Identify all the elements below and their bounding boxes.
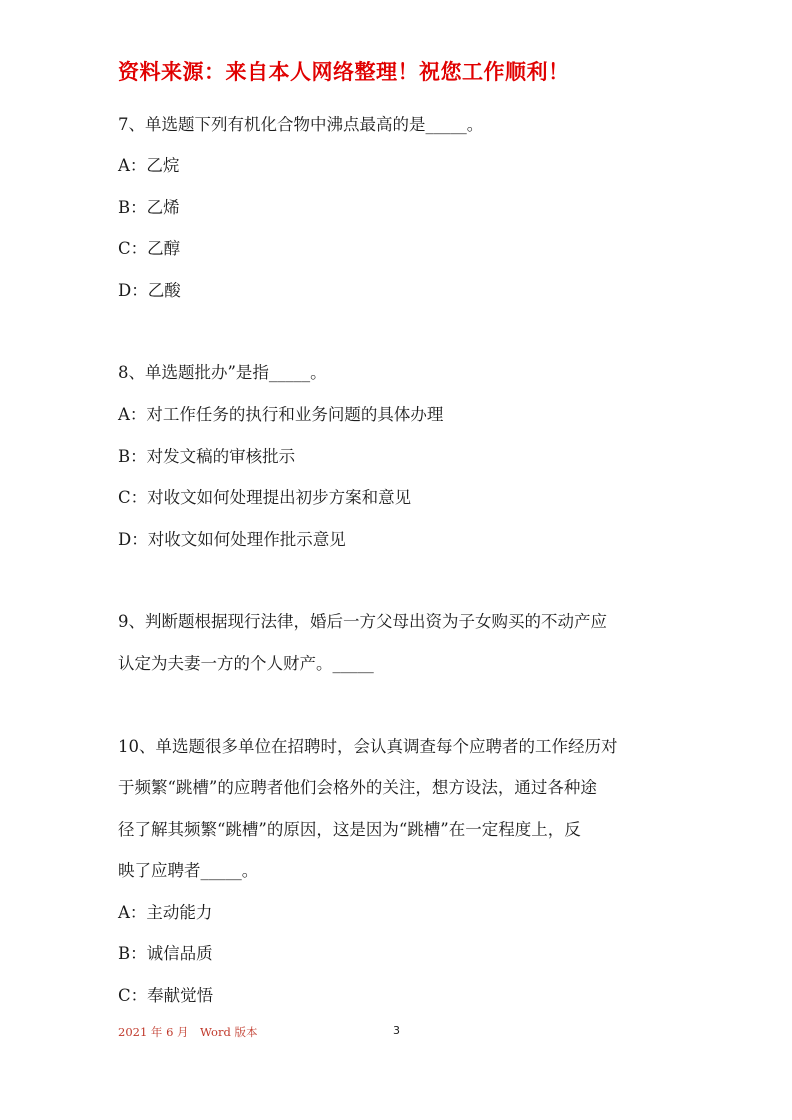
question-8-option-b: B：对发文稿的审核批示 bbox=[118, 447, 296, 466]
footer-version: Word 版本 bbox=[200, 1025, 258, 1039]
footer-date: 2021 年 6 月 bbox=[118, 1025, 189, 1039]
question-8-option-c: C：对收文如何处理提出初步方案和意见 bbox=[118, 488, 412, 507]
question-10-option-a: A：主动能力 bbox=[118, 903, 213, 922]
question-8-stem: 8、单选题批办”是指_____。 bbox=[118, 363, 327, 382]
question-7-option-a: A：乙烷 bbox=[118, 156, 180, 175]
question-7-option-c: C：乙醇 bbox=[118, 239, 181, 258]
question-8-option-a: A：对工作任务的执行和业务问题的具体办理 bbox=[118, 405, 444, 424]
question-8-option-d: D：对收文如何处理作批示意见 bbox=[118, 530, 346, 549]
question-10-option-b: B：诚信品质 bbox=[118, 944, 213, 963]
source-header: 资料来源：来自本人网络整理！祝您工作顺利！ bbox=[118, 60, 570, 84]
question-10-line-2: 于频繁“跳槽”的应聘者他们会格外的关注，想方设法，通过各种途 bbox=[118, 778, 597, 797]
question-7-stem: 7、单选题下列有机化合物中沸点最高的是_____。 bbox=[118, 115, 484, 134]
question-10-line-1: 10、单选题很多单位在招聘时，会认真调查每个应聘者的工作经历对 bbox=[118, 737, 618, 756]
question-9-line-1: 9、判断题根据现行法律，婚后一方父母出资为子女购买的不动产应 bbox=[118, 612, 607, 631]
question-7-option-d: D：乙酸 bbox=[118, 281, 181, 300]
page-number: 3 bbox=[393, 1024, 400, 1037]
question-9-line-2: 认定为夫妻一方的个人财产。_____ bbox=[118, 654, 374, 673]
question-10-option-c: C：奉献觉悟 bbox=[118, 986, 214, 1005]
question-10-line-4: 映了应聘者_____。 bbox=[118, 861, 259, 880]
question-7-option-b: B：乙烯 bbox=[118, 198, 180, 217]
question-10-line-3: 径了解其频繁“跳槽”的原因，这是因为“跳槽”在一定程度上，反 bbox=[118, 820, 581, 839]
